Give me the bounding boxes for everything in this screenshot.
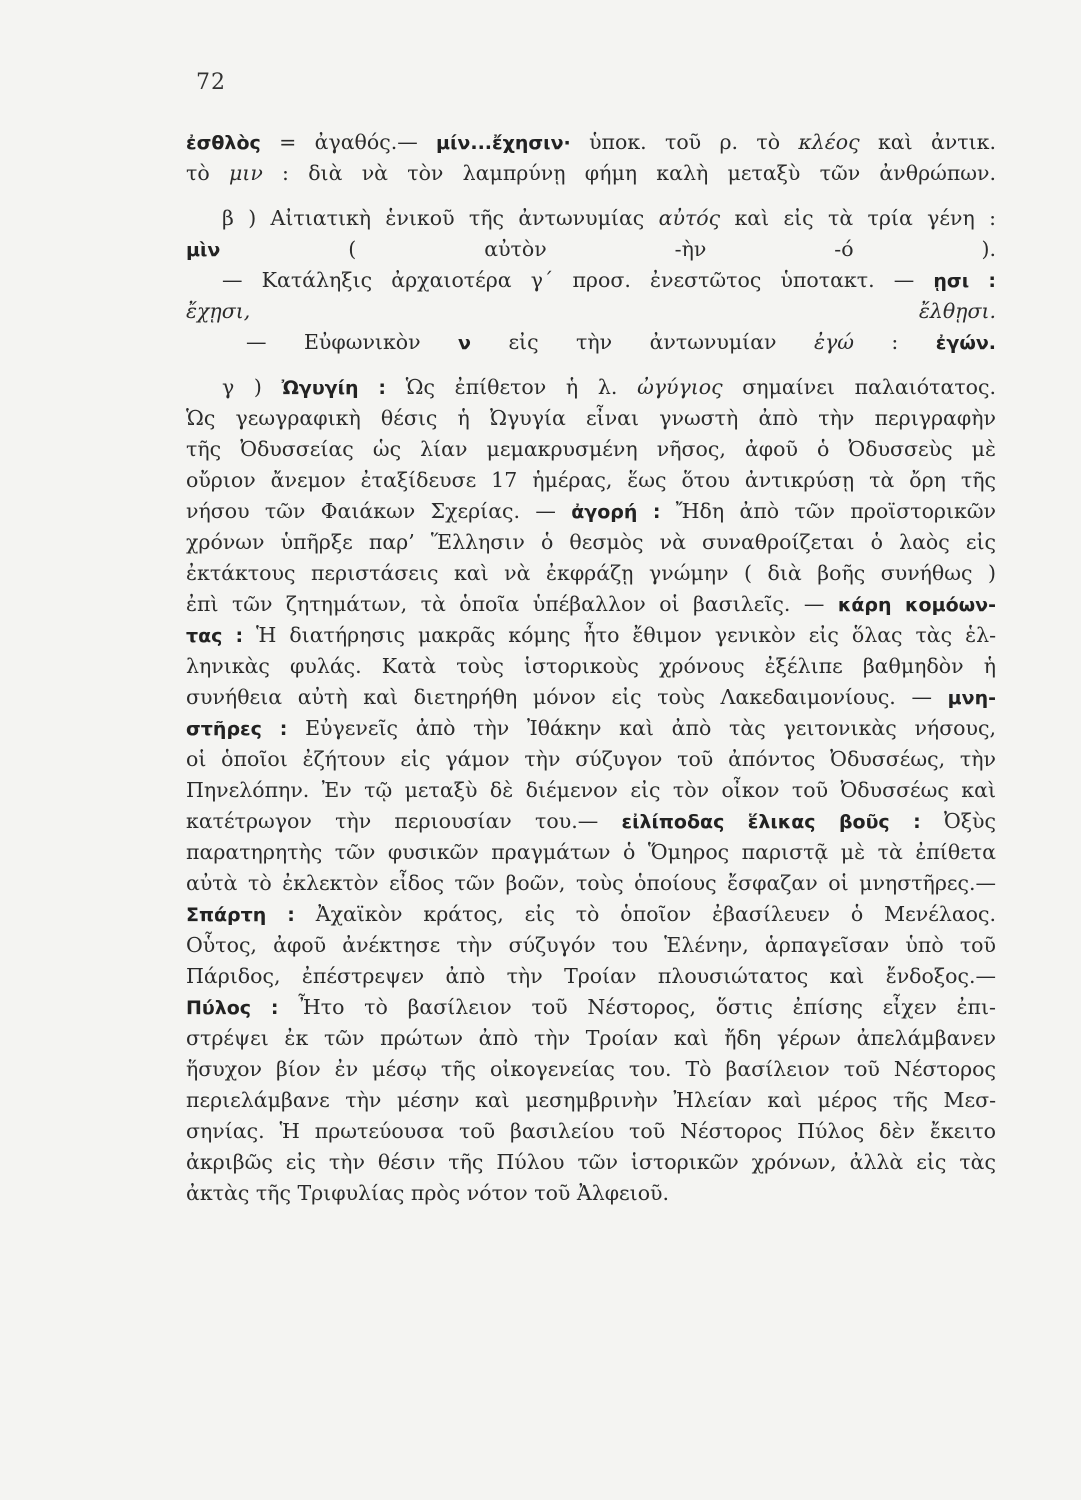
text-run: ἐκτάκτους περιστάσεις καὶ νὰ ἐκφράζῃ γνώμην ( διὰ βοῆς συνήθως ) bbox=[186, 561, 996, 585]
text-line bbox=[186, 961, 996, 992]
text-run: γ ) bbox=[222, 375, 282, 399]
text-run: Οὗτος, ἀφοῦ ἀνέκτησε τὴν σύζυγόν του Ἑλένην, ἁρπαγεῖσαν ὑπὸ τοῦ bbox=[186, 933, 996, 957]
text-line bbox=[186, 434, 996, 465]
text-run: = ἀγαθός.— bbox=[260, 130, 437, 154]
text-run: ὑποκ. τοῦ ρ. τὸ bbox=[570, 130, 799, 154]
text-line bbox=[186, 327, 996, 358]
text-run: οἱ ὁποῖοι ἐζήτουν εἰς γάμον τὴν σύζυγον τοῦ ἀπόντος Ὀδυσσέως, τὴν bbox=[186, 747, 996, 771]
lemma-term: κάρη κομόων- bbox=[837, 594, 996, 616]
text-run: : διὰ νὰ τὸν λαμπρύνῃ φήμη καλὴ μεταξὺ τῶν ἀνθρώπων. bbox=[262, 161, 996, 185]
text-line bbox=[186, 234, 996, 265]
text-line bbox=[186, 1147, 996, 1178]
italic-term: κλέος bbox=[798, 130, 860, 154]
text-run: εἰς τὴν ἀντωνυμίαν bbox=[470, 330, 814, 354]
text-run: — Κατάληξις ἀρχαιοτέρα γ΄ προσ. ἐνεστῶτος ὑποτακτ. — bbox=[222, 268, 934, 292]
paragraph-gap bbox=[186, 189, 996, 203]
italic-term: ἐγώ bbox=[813, 330, 854, 354]
text-run: Ἤδη ἀπὸ τῶν προϊστορικῶν bbox=[660, 499, 996, 523]
text-run: νήσου τῶν Φαιάκων Σχερίας. — bbox=[186, 499, 572, 523]
text-line bbox=[186, 158, 996, 189]
text-run: παρατηρητὴς τῶν φυσικῶν πραγμάτων ὁ Ὅμηρος παριστᾷ μὲ τὰ ἐπίθετα bbox=[186, 840, 996, 864]
lemma-term: ἀγορή : bbox=[571, 501, 661, 523]
lemma-term: ῃσι : bbox=[933, 270, 996, 292]
text-line bbox=[186, 589, 996, 620]
text-run: τῆς Ὀδυσσείας ὡς λίαν μεμακρυσμένη νῆσος, ἀφοῦ ὁ Ὀδυσσεὺς μὲ bbox=[186, 437, 996, 461]
text-run: καὶ ἀντικ. bbox=[859, 130, 996, 154]
text-run: καὶ εἰς τὰ τρία γένη : bbox=[720, 206, 996, 230]
text-run: χρόνων ὑπῆρξε παρ’ Ἕλλησιν ὁ θεσμὸς νὰ συναθροίζεται ὁ λαὸς εἰς bbox=[186, 530, 996, 554]
paragraph-gap bbox=[186, 358, 996, 372]
italic-term: ἔχῃσι, ἔλθῃσι. bbox=[186, 299, 996, 323]
text-line bbox=[186, 403, 996, 434]
text-line bbox=[186, 1085, 996, 1116]
lemma-term: ἐσθλὸς bbox=[186, 132, 261, 154]
text-line bbox=[186, 1023, 996, 1054]
text-line bbox=[186, 127, 996, 158]
text-run: αὐτὰ τὸ ἐκλεκτὸν εἶδος τῶν βοῶν, τοὺς ὁποίους ἔσφαζαν οἱ μνηστῆρες.— bbox=[186, 871, 996, 895]
lemma-term: Ὠγυγίη : bbox=[281, 377, 386, 399]
text-run: Ἦτο τὸ βασίλειον τοῦ Νέστορος, ὅστις ἐπίσης εἶχεν ἐπι- bbox=[278, 995, 996, 1019]
lemma-term: ν bbox=[458, 332, 471, 354]
text-run: ἥσυχον βίον ἐν μέσῳ τῆς οἰκογενείας του. Τὸ βασίλειον τοῦ Νέστορος bbox=[186, 1057, 996, 1081]
text-line bbox=[186, 744, 996, 775]
text-run: τὸ bbox=[186, 161, 229, 185]
text-line bbox=[186, 899, 996, 930]
text-line bbox=[186, 620, 996, 651]
text-line bbox=[186, 296, 996, 327]
text-line bbox=[186, 265, 996, 296]
text-line bbox=[186, 806, 996, 837]
text-line bbox=[186, 496, 996, 527]
italic-term: ὠγύγιος bbox=[637, 375, 723, 399]
text-run: Πηνελόπην. Ἐν τῷ μεταξὺ δὲ διέμενον εἰς τὸν οἶκον τοῦ Ὀδυσσέως καὶ bbox=[186, 778, 996, 802]
text-line bbox=[186, 837, 996, 868]
text-line bbox=[186, 651, 996, 682]
text-run: ἐπὶ τῶν ζητημάτων, τὰ ὁποῖα ὑπέβαλλον οἱ βασιλεῖς. — bbox=[186, 592, 838, 616]
text-line bbox=[186, 930, 996, 961]
text-line bbox=[186, 372, 996, 403]
text-run: Ἀχαϊκὸν κράτος, εἰς τὸ ὁποῖον ἐβασίλευεν ὁ Μενέλαος. bbox=[294, 902, 996, 926]
text-run: Ἡ διατήρησις μακρᾶς κόμης ἦτο ἔθιμον γενικὸν εἰς ὅλας τὰς ἑλ- bbox=[243, 623, 996, 647]
text-run: ἀκτὰς τῆς Τριφυλίας πρὸς νότον τοῦ Ἀλφειοῦ. bbox=[186, 1181, 670, 1205]
italic-term: μιν bbox=[228, 161, 263, 185]
text-line bbox=[186, 203, 996, 234]
text-run: — Εὐφωνικὸν bbox=[246, 330, 459, 354]
lemma-term: μὶν bbox=[186, 239, 221, 261]
lemma-term: Σπάρτη : bbox=[186, 904, 295, 926]
text-line bbox=[186, 1054, 996, 1085]
text-line bbox=[186, 1116, 996, 1147]
text-line bbox=[186, 1178, 996, 1209]
text-run: οὔριον ἄνεμον ἐταξίδευσε 17 ἡμέρας, ἕως ὅτου ἀντικρύσῃ τὰ ὄρη τῆς bbox=[186, 468, 996, 492]
text-run: Ὡς γεωγραφικὴ θέσις ἡ Ὠγυγία εἶναι γνωστὴ ἀπὸ τὴν περιγραφὴν bbox=[186, 406, 996, 430]
text-run: Ὀξὺς bbox=[920, 809, 996, 833]
text-line bbox=[186, 713, 996, 744]
italic-term: αὐτός bbox=[658, 206, 721, 230]
text-line bbox=[186, 775, 996, 806]
text-run: περιελάμβανε τὴν μέσην καὶ μεσημβρινὴν Ἠλείαν καὶ μέρος τῆς Μεσ- bbox=[186, 1088, 996, 1112]
commentary-text bbox=[186, 127, 996, 1209]
text-line bbox=[186, 465, 996, 496]
page-number: 72 bbox=[196, 70, 226, 95]
lemma-term: μνη- bbox=[947, 687, 996, 709]
text-run: β ) Αἰτιατικὴ ἑνικοῦ τῆς ἀντωνυμίας bbox=[222, 206, 659, 230]
lemma-term: μίν...ἔχησιν· bbox=[436, 132, 571, 154]
text-run: : bbox=[853, 330, 936, 354]
text-run: σηνίας. Ἡ πρωτεύουσα τοῦ βασιλείου τοῦ Νέστορος Πύλος δὲν ἔκειτο bbox=[186, 1119, 996, 1143]
text-run: ἀκριβῶς εἰς τὴν θέσιν τῆς Πύλου τῶν ἱστορικῶν χρόνων, ἀλλὰ εἰς τὰς bbox=[186, 1150, 996, 1174]
lemma-term: εἰλίποδας ἕλικας βοῦς : bbox=[621, 811, 921, 833]
lemma-term: τας : bbox=[186, 625, 244, 647]
text-line bbox=[186, 992, 996, 1023]
text-line bbox=[186, 682, 996, 713]
text-run: σημαίνει παλαιότατος. bbox=[722, 375, 996, 399]
text-run: Εὐγενεῖς ἀπὸ τὴν Ἰθάκην καὶ ἀπὸ τὰς γειτονικὰς νήσους, bbox=[287, 716, 996, 740]
text-run: Ὡς ἐπίθετον ἡ λ. bbox=[385, 375, 638, 399]
text-line bbox=[186, 558, 996, 589]
text-run: στρέψει ἐκ τῶν πρώτων ἀπὸ τὴν Τροίαν καὶ ἤδη γέρων ἀπελάμβανεν bbox=[186, 1026, 996, 1050]
text-run: συνήθεια αὐτὴ καὶ διετηρήθη μόνον εἰς τοὺς Λακεδαιμονίους. — bbox=[186, 685, 948, 709]
text-run: Πάριδος, ἐπέστρεψεν ἀπὸ τὴν Τροίαν πλουσιώτατος καὶ ἔνδοξος.— bbox=[186, 964, 996, 988]
text-run: κατέτρωγον τὴν περιουσίαν του.— bbox=[186, 809, 622, 833]
text-run: ( αὐτὸν -ὴν -ό ). bbox=[220, 237, 996, 261]
text-line bbox=[186, 527, 996, 558]
text-line bbox=[186, 868, 996, 899]
text-run: ληνικὰς φυλάς. Κατὰ τοὺς ἱστορικοὺς χρόνους ἐξέλιπε βαθμηδὸν ἡ bbox=[186, 654, 996, 678]
lemma-term: στῆρες : bbox=[186, 718, 288, 740]
lemma-term: ἐγών. bbox=[935, 332, 996, 354]
lemma-term: Πύλος : bbox=[186, 997, 279, 1019]
